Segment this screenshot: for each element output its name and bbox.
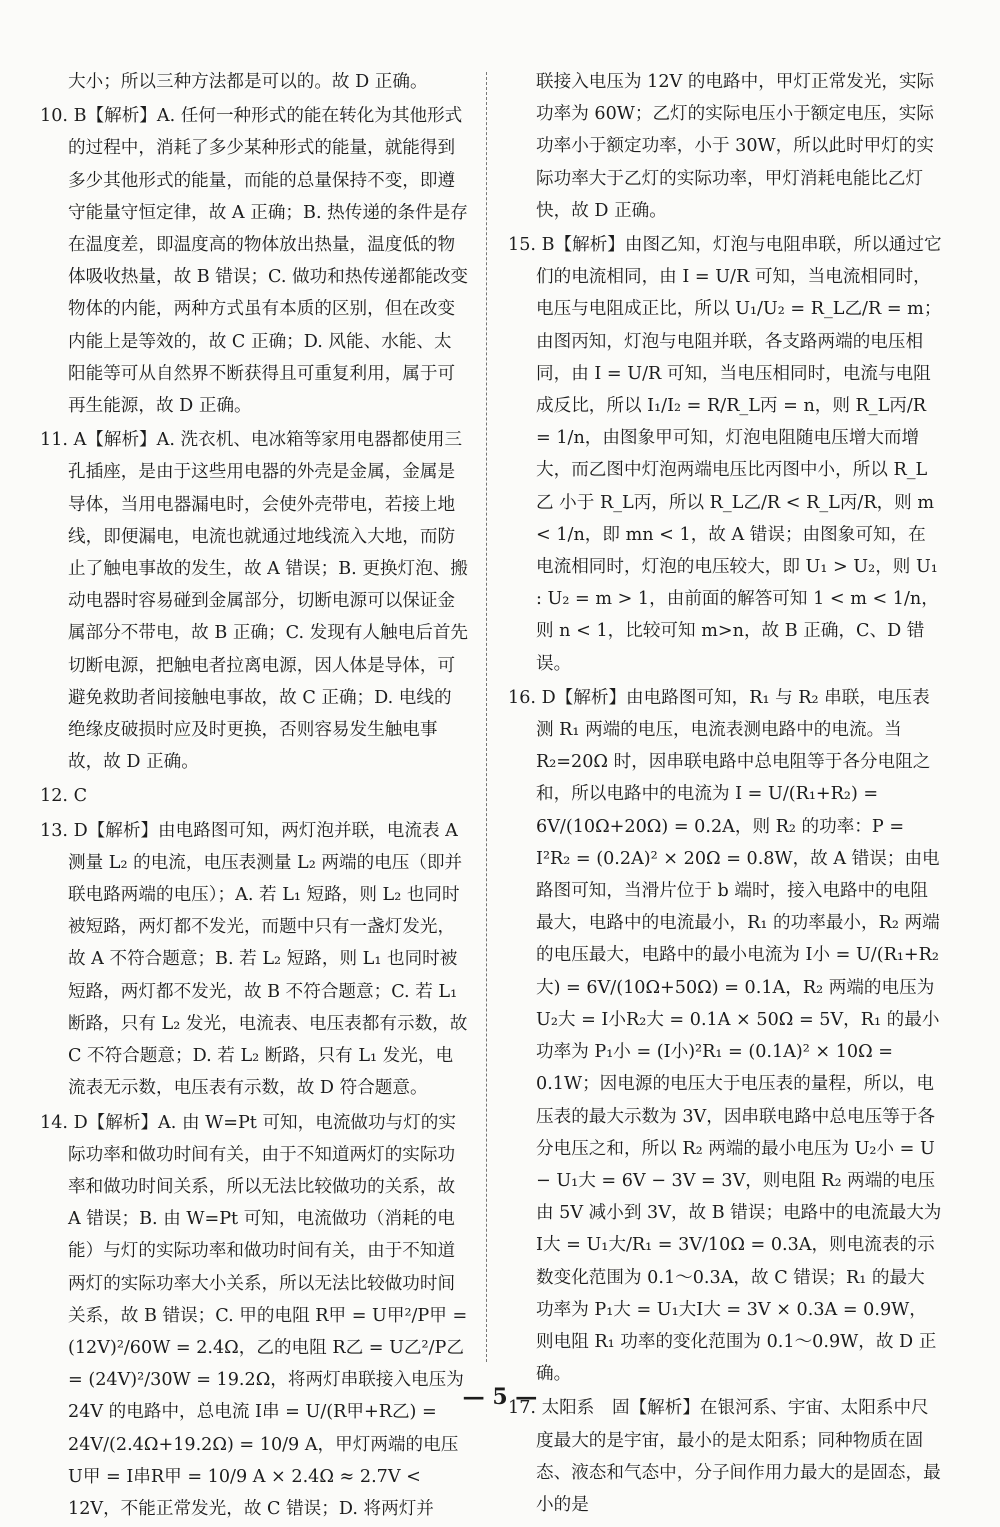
answer-11: 11. A【解析】A. 洗衣机、电冰箱等家用电器都使用三孔插座，是由于这些用电器的外壳是金属，金属是导体，当用电器漏电时，会使外壳带电，若接上地线，即便漏电，电流也就通过地线流入大地，而防止了触电事故的发生，故 A 错误；B. 更换灯泡、搬动电器时容易碰到金属部分，切断电源可以保证金属部分不带电，故 B 正确；C. 发现有人触电后首先切断电源，把触电者拉离电源，因人体是导体，可避免救助者间接触电事故，故 C 正确；D. 电线的绝缘皮破损时应及时更换，否则容易发生触电事故，故 D 正确。 xyxy=(40,430,469,773)
answer-16: 16. D【解析】由电路图可知，R₁ 与 R₂ 串联，电压表测 R₁ 两端的电压，电流表测电路中的电流。当 R₂=20Ω 时，因串联电路中总电阻等于各分电阻之和，所以电路中的电流为 I = U/(R₁+R₂) = 6V/(10Ω+20Ω) = 0.2A，则 R₂ 的功率：P = I²R₂ = (0.2A)² × 20Ω = 0.8W，故 A 错误；由电路图可知，当滑片位于 b 端时，接入电路中的电阻最大，电路中的电流最小，R₁ 的功率最小，R₂ 两端的电压最大，电路中的最小电流为 I小 = U/(R₁+R₂大) = 6V/(10Ω+50Ω) = 0.1A，R₂ 两端的电压为 U₂大 = I小R₂大 = 0.1A × 50Ω = 5V，R₁ 的最小功率为 P₁小 = (I小)²R₁ = (0.1A)² × 10Ω = 0.1W；因电源的电压大于电压表的量程，所以，电压表的最大示数为 3V，因串联电路中总电压等于各分电压之和，所以 R₂ 两端的最小电压为 U₂小 = U − U₁大 = 6V − 3V = 3V，则电阻 R₂ 两端的电压由 5V 减小到 3V，故 B 错误；电路中的电流最大为 I大 = U₁大/R₁ = 3V/10Ω = 0.3A，则电流表的示数变化范围为 0.1～0.3A，故 C 错误；R₁ 的最大功率为 P₁大 = U₁大I大 = 3V × 0.3A = 0.9W，则电阻 R₁ 功率的变化范围为 0.1～0.9W，故 D 正确。 xyxy=(508,687,942,1385)
page-number: — 5 — xyxy=(462,1384,538,1410)
answer-13: 13. D【解析】由电路图可知，两灯泡并联，电流表 A 测量 L₂ 的电流，电压表测量 L₂ 两端的电压（即并联电路两端的电压）；A. 若 L₁ 短路，则 L₂ 也同时被短路，两灯都不发光，而题中只有一盏灯发光，故 A 不符合题意；B. 若 L₂ 短路，则 L₁ 也同时被短路，两灯都不发光，故 B 不符合题意；C. 若 L₁ 断路，只有 L₂ 发光，电流表、电压表都有示数，故 C 不符合题意；D. 若 L₂ 断路，只有 L₁ 发光，电流表无示数，电压表有示数，故 D 符合题意。 xyxy=(40,820,468,1099)
answer-12: 12. C xyxy=(40,786,88,807)
column-divider xyxy=(486,72,487,1362)
answer-17: 17. 太阳系 固【解析】在银河系、宇宙、太阳系中尺度最大的是宇宙，最小的是太阳系；同种物质在固态、液态和气态中，分子间作用力最大的是固态，最小的是 xyxy=(508,1398,941,1515)
paragraph-continuation: 大小；所以三种方法都是可以的。故 D 正确。 xyxy=(68,72,428,92)
left-column xyxy=(40,66,468,1527)
answer-10: 10. B【解析】A. 任何一种形式的能在转化为其他形式的过程中，消耗了多少某种形式的能量，就能得到多少其他形式的能量，而能的总量保持不变，即遵守能量守恒定律，故 A 正确；B. 热传递的条件是存在温度差，即温度高的物体放出热量，温度低的物体吸收热量，故 B 错误；C. 做功和热传递都能改变物体的内能，两种方式虽有本质的区别，但在改变内能上是等效的，故 C 正确；D. 风能、水能、太阳能等可从自然界不断获得且可重复利用，属于可再生能源，故 D 正确。 xyxy=(40,106,469,417)
answer-14-continuation: 联接入电压为 12V 的电路中，甲灯正常发光，实际功率为 60W；乙灯的实际电压小于额定电压，实际功率小于额定功率，小于 30W，所以此时甲灯的实际功率大于乙灯的实际功率，甲灯消耗电能比乙灯快，故 D 正确。 xyxy=(536,72,935,221)
right-column xyxy=(508,66,942,1523)
answer-15: 15. B【解析】由图乙知，灯泡与电阻串联，所以通过它们的电流相同，由 I = U/R 可知，当电流相同时，电压与电阻成正比，所以 U₁/U₂ = R_L乙/R = m；由图丙知，灯泡与电阻并联，各支路两端的电压相同，由 I = U/R 可知，当电压相同时，电流与电阻成反比，所以 I₁/I₂ = R/R_L丙 = n，则 R_L丙/R = 1/n，由图象甲可知，灯泡电阻随电压增大而增大，而乙图中灯泡两端电压比丙图中小，所以 R_L乙 小于 R_L丙，所以 R_L乙/R < R_L丙/R，则 m < 1/n，即 mn < 1，故 A 错误；由图象可知，在电流相同时，灯泡的电压较大，即 U₁ > U₂，则 U₁ : U₂ = m > 1，由前面的解答可知 1 < m < 1/n，则 n < 1，比较可知 m>n，故 B 正确，C、D 错误。 xyxy=(508,235,942,674)
answer-14: 14. D【解析】A. 由 W=Pt 可知，电流做功与灯的实际功率和做功时间有关，由于不知道两灯的实际功率和做功时间关系，所以无法比较做功的关系，故 A 错误；B. 由 W=Pt 可知，电流做功（消耗的电能）与灯的实际功率和做功时间有关，由于不知道两灯的实际功率大小关系，所以无法比较做功时间关系，故 B 错误；C. 甲的电阻 R甲 = U甲²/P甲 = (12V)²/60W = 2.4Ω，乙的电阻 R乙 = U乙²/P乙 = (24V)²/30W = 19.2Ω，将两灯串联接入电压为 24V 的电路中，总电流 I串 = U/(R甲+R乙) = 24V/(2.4Ω+19.2Ω) = 10/9 A，甲灯两端的电压 U甲 = I串R甲 = 10/9 A × 2.4Ω ≈ 2.7V < 12V，不能正常发光，故 C 错误；D. 将两灯并 xyxy=(40,1112,468,1519)
